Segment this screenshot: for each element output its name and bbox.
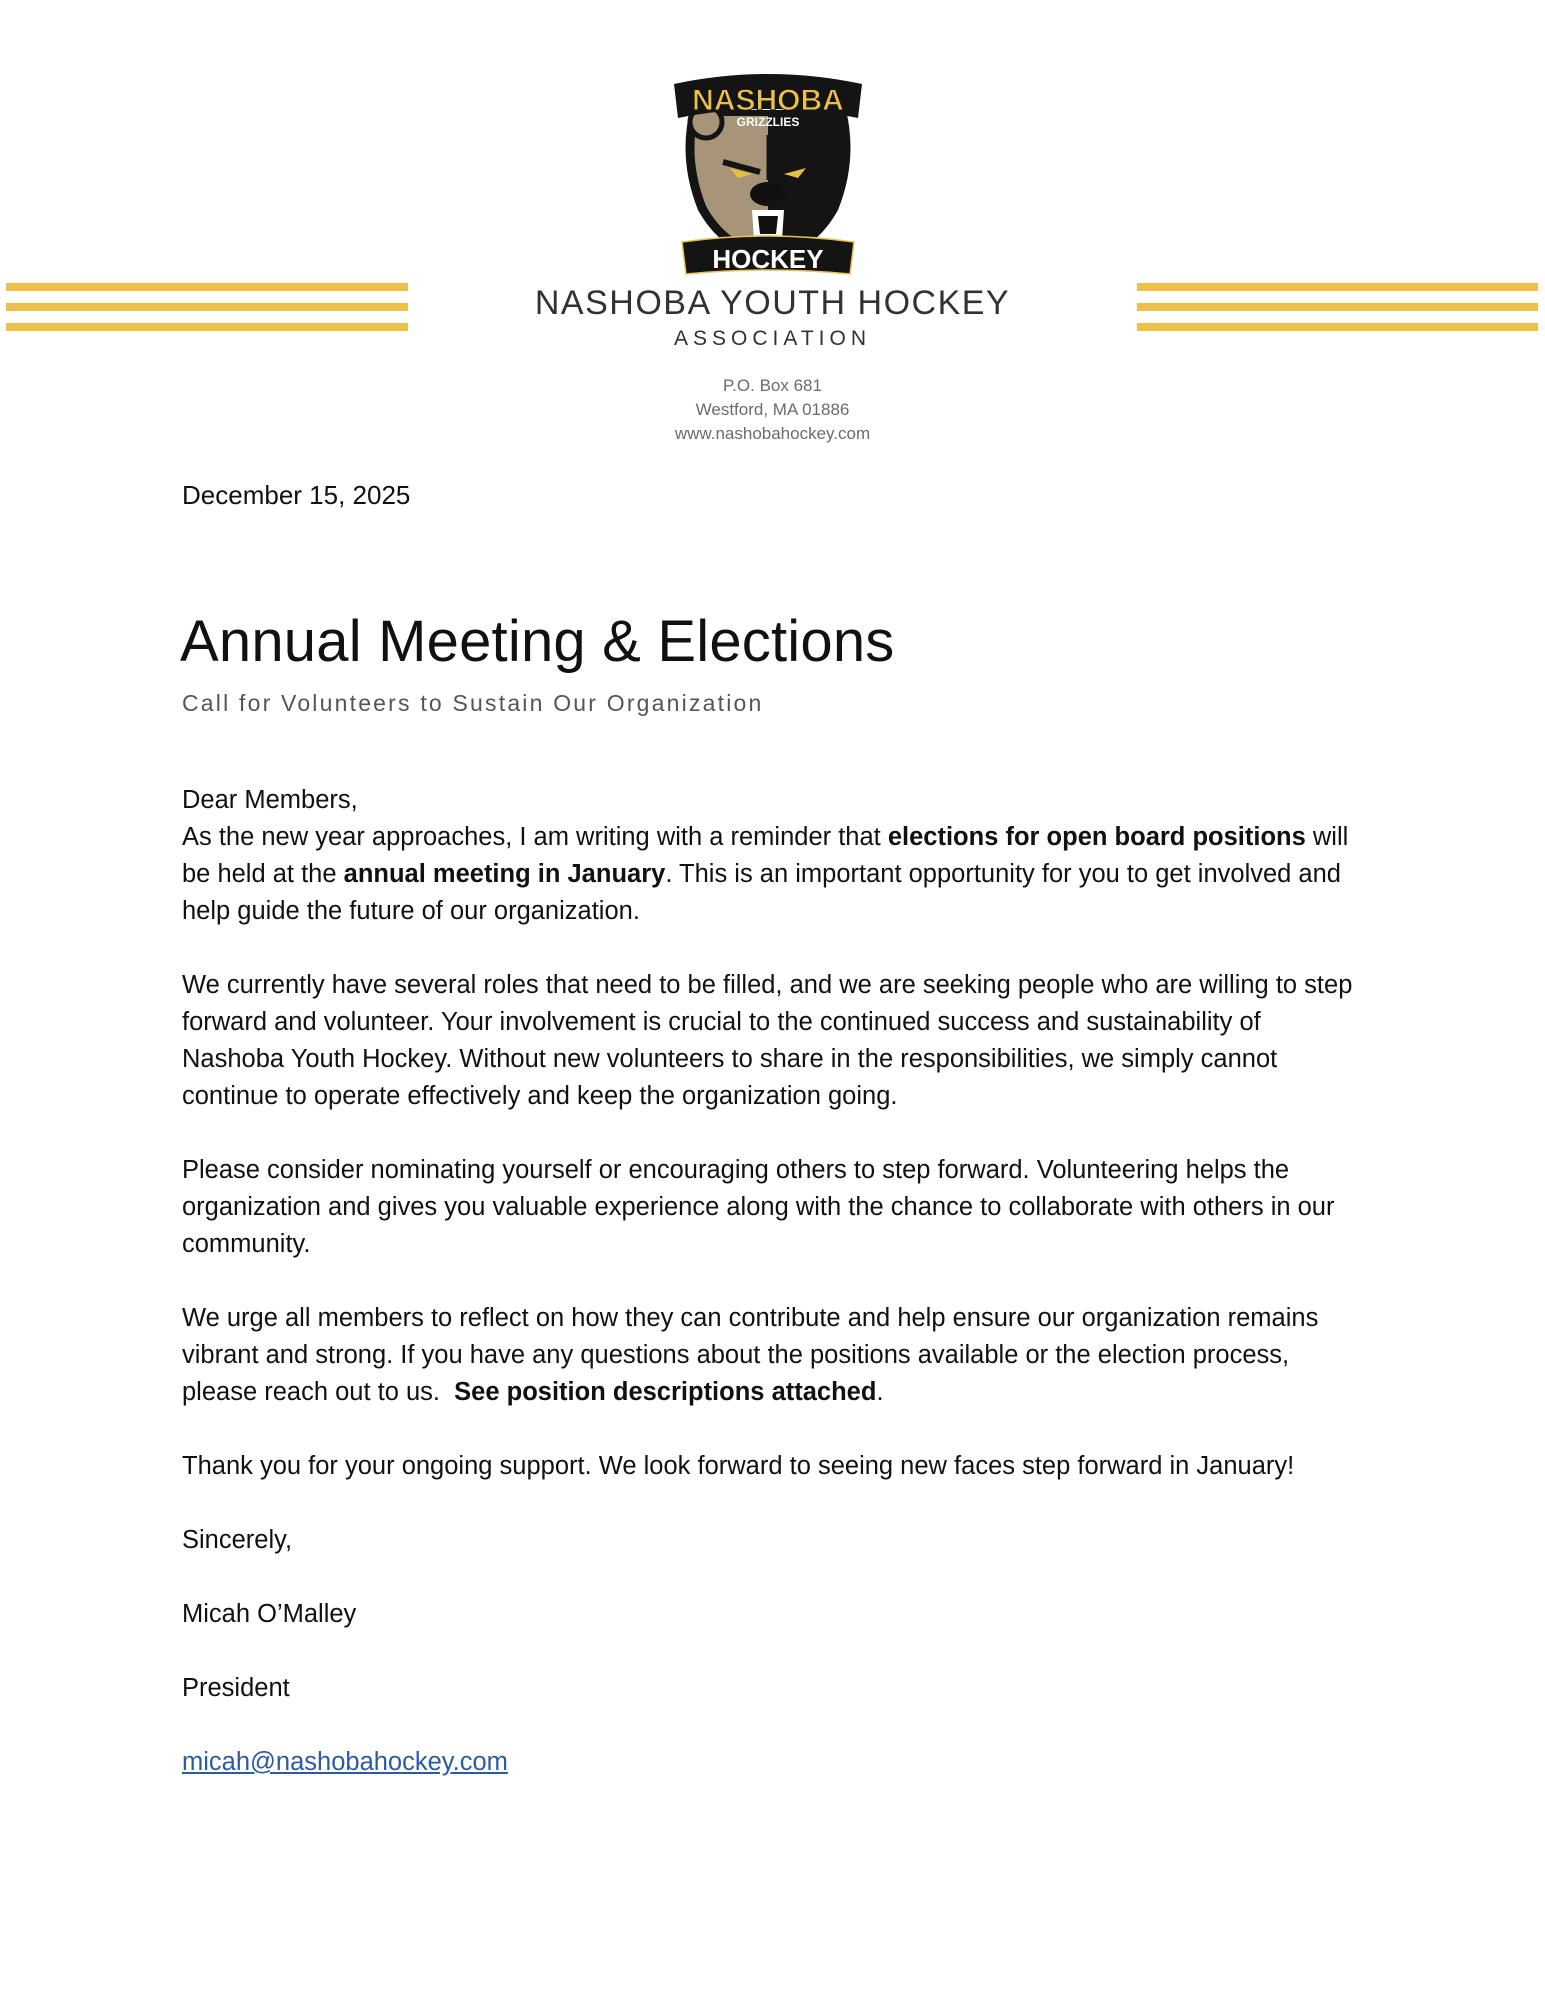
paragraph-1-text-c: will be held at the xyxy=(182,823,1349,888)
paragraph-5: Thank you for your ongoing support. We look forward to seeing new faces step forward in January! xyxy=(182,1452,1295,1480)
paragraph-1-text-a: As the new year approaches, I am writing with a reminder that xyxy=(182,823,888,851)
paragraph-1-bold-annual-meeting: annual meeting in January xyxy=(343,860,666,888)
letter-body xyxy=(182,782,1362,1818)
grizzly-bear-icon xyxy=(668,70,868,280)
letter-subtitle: Call for Volunteers to Sustain Our Organization xyxy=(182,690,764,716)
paragraph-2: We currently have several roles that need to be filled, and we are seeking people who are willing to step forward and volunteer. Your involvement is crucial to the continued success and sustainability of Nashoba Youth Hockey. Without new volunteers to share in the responsibilities, we simply cannot continue to operate effectively and keep the organization going. xyxy=(182,971,1353,1110)
letter-title: Annual Meeting & Elections xyxy=(180,609,895,674)
letter-date: December 15, 2025 xyxy=(182,480,411,510)
svg-text:GRIZZLIES: GRIZZLIES xyxy=(736,115,800,129)
paragraph-1-text-d: . This is an important opportunity for you to get involved and help guide the future of our organization. xyxy=(182,860,1341,925)
paragraph-4 xyxy=(182,1300,1362,1411)
organization-name: NASHOBA YOUTH HOCKEY xyxy=(534,284,1011,322)
svg-text:HOCKEY: HOCKEY xyxy=(712,244,824,274)
signature-name: Micah O’Malley xyxy=(182,1600,357,1628)
nashoba-grizzlies-logo xyxy=(668,70,868,280)
address-website: www.nashobahockey.com xyxy=(674,424,871,443)
paragraph-1-bold-elections: elections for open board positions xyxy=(887,823,1306,851)
paragraph-3: Please consider nominating yourself or encouraging others to step forward. Volunteering helps the organization and gives you valuable experience along with the chance to collaborate with others in our community. xyxy=(182,1156,1335,1258)
svg-text:NASHOBA: NASHOBA xyxy=(692,84,844,117)
signature-title: President xyxy=(182,1674,290,1702)
paragraph-4-text-c: . xyxy=(876,1378,884,1406)
salutation: Dear Members, xyxy=(182,786,358,814)
address-po-box: P.O. Box 681 xyxy=(723,376,822,395)
paragraph-4-bold-attachments: See position descriptions attached xyxy=(454,1378,877,1406)
paragraph-4-text-a: We urge all members to reflect on how they can contribute and help ensure our organization remains vibrant and strong. If you have any questions about the positions available or the election process, please reach out to us. xyxy=(182,1304,1326,1406)
closing: Sincerely, xyxy=(182,1526,293,1554)
paragraph-1 xyxy=(182,819,1362,930)
signature-email-link[interactable]: micah@nashobahockey.com xyxy=(182,1748,508,1776)
address-city-state: Westford, MA 01886 xyxy=(695,400,850,419)
organization-subname: ASSOCIATION xyxy=(674,327,871,350)
